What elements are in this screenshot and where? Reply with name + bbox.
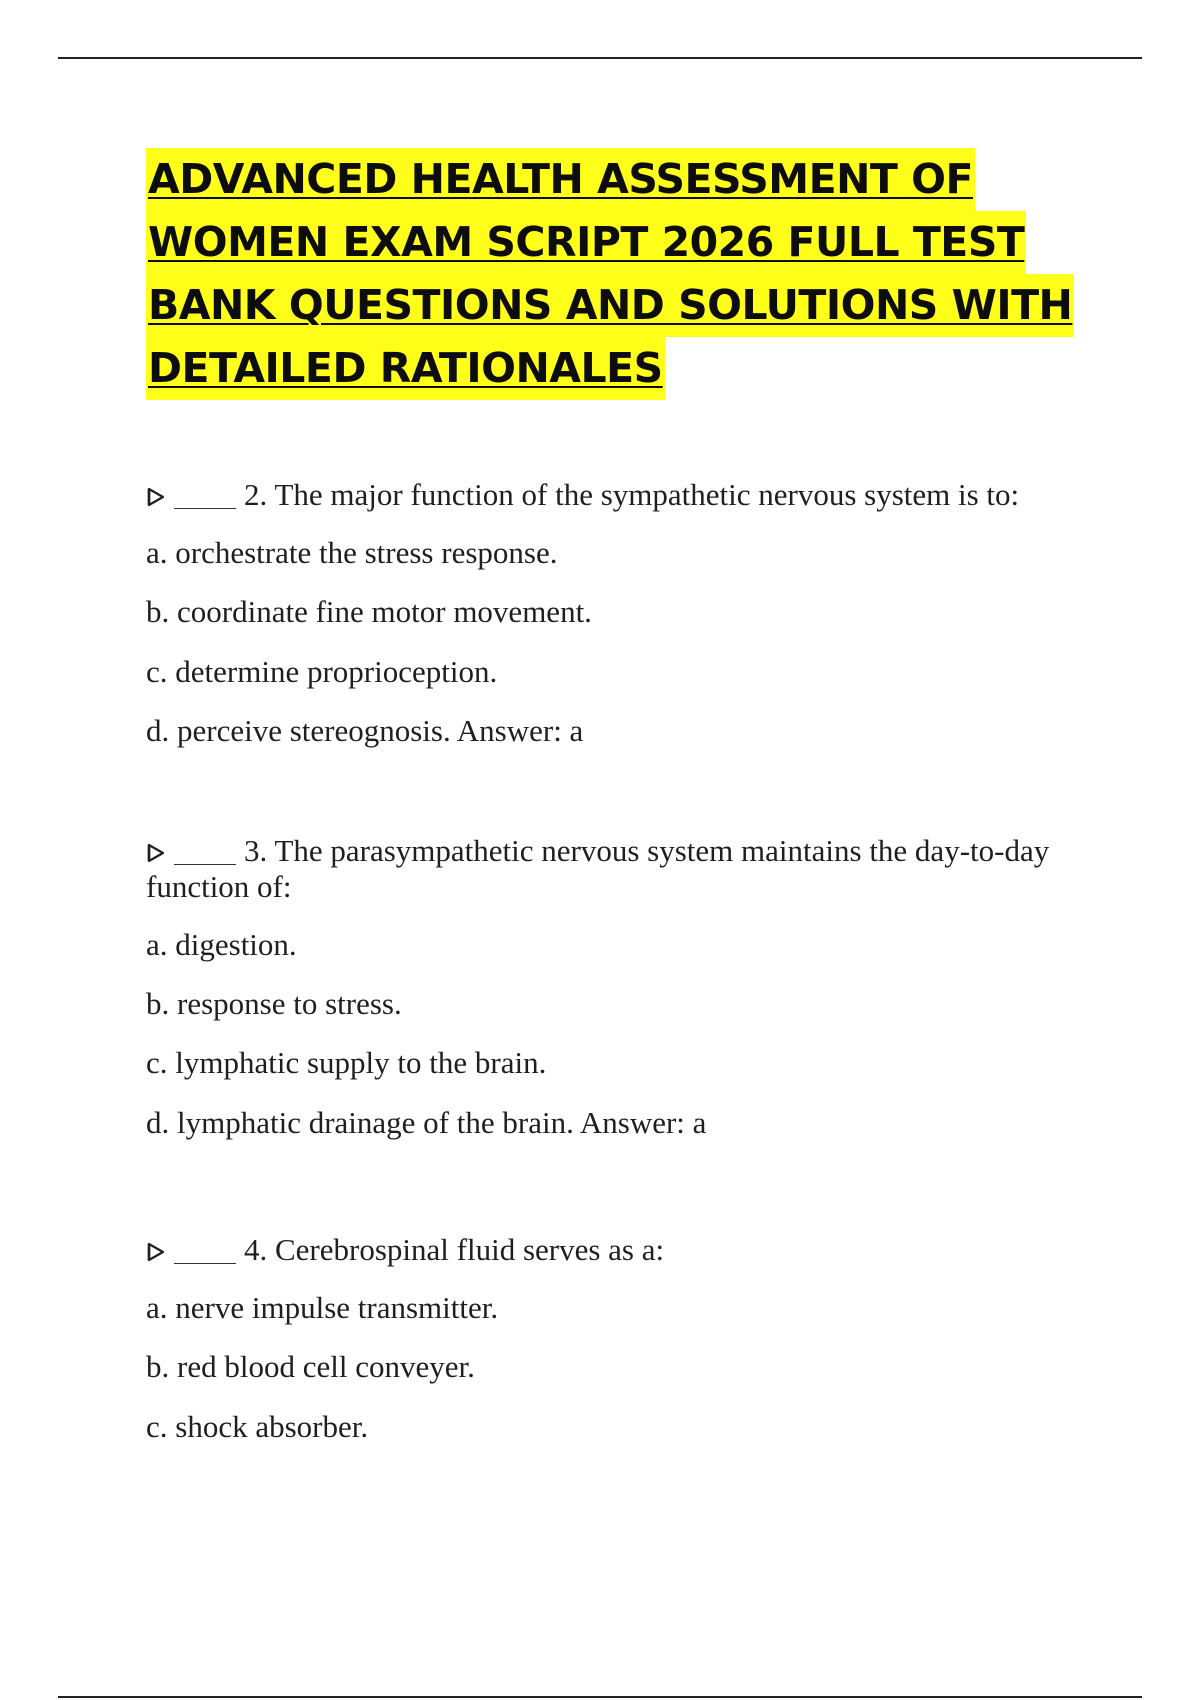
question-stem	[146, 1232, 1096, 1268]
bottom-rule	[58, 1696, 1142, 1698]
option-c: c. determine proprioception.	[146, 654, 498, 689]
title-line: ADVANCED HEALTH ASSESSMENT OF	[146, 148, 975, 211]
title-line: BANK QUESTIONS AND SOLUTIONS WITH	[146, 274, 1074, 337]
question-text: 3. The parasympathetic nervous system maintains the day-to-day function of:	[146, 833, 1050, 904]
title-line: WOMEN EXAM SCRIPT 2026 FULL TEST	[146, 211, 1026, 274]
option-b: b. red blood cell conveyer.	[146, 1349, 475, 1384]
question-4	[146, 1232, 1096, 1445]
option-c: c. lymphatic supply to the brain.	[146, 1045, 547, 1080]
option-a: a. orchestrate the stress response.	[146, 535, 558, 570]
option-a: a. digestion.	[146, 927, 297, 962]
question-stem	[146, 833, 1096, 905]
question-2	[146, 477, 1096, 749]
option-b: b. coordinate fine motor movement.	[146, 594, 592, 629]
document-title	[146, 148, 1086, 400]
arrow-bullet-icon	[146, 843, 166, 863]
answer-blank	[174, 482, 236, 509]
arrow-bullet-icon	[146, 487, 166, 507]
top-rule	[58, 57, 1142, 59]
question-text: 2. The major function of the sympathetic nervous system is to:	[244, 477, 1020, 512]
option-b: b. response to stress.	[146, 986, 402, 1021]
option-a: a. nerve impulse transmitter.	[146, 1290, 499, 1325]
option-d: d. perceive stereognosis. Answer: a	[146, 713, 584, 748]
option-c: c. shock absorber.	[146, 1409, 369, 1444]
title-line: DETAILED RATIONALES	[146, 337, 665, 400]
option-d: d. lymphatic drainage of the brain. Answer: a	[146, 1105, 707, 1140]
question-3	[146, 833, 1096, 1141]
arrow-bullet-icon	[146, 1242, 166, 1262]
answer-blank	[174, 838, 236, 865]
question-text: 4. Cerebrospinal fluid serves as a:	[244, 1232, 665, 1267]
answer-blank	[174, 1237, 236, 1264]
question-stem	[146, 477, 1096, 513]
